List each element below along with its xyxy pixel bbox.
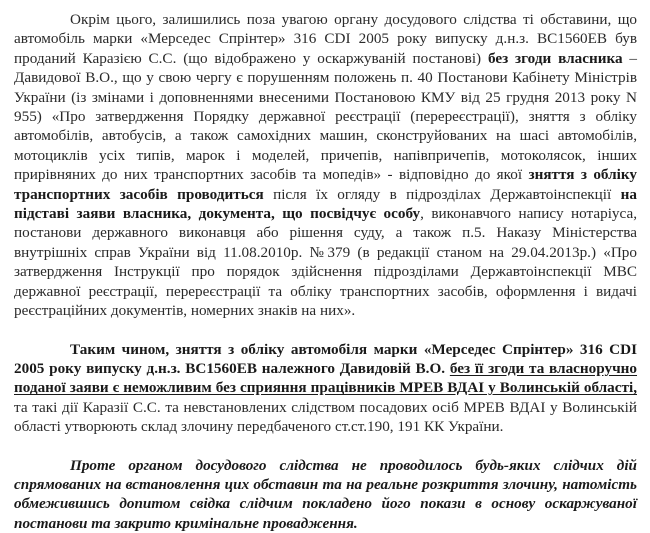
text: Окрім цього, залишились поза увагою органу досудового слідства ті обставини, що автомобіль марки «Мерседес Спрінтер» 316 CDI 2005 року випуску д.н.з. ВС1560ЕВ був проданий Каразією С.С. (що відображено у оскаржуваній постанові) [14, 11, 637, 67]
text: , виконавчого напису нотаріуса, постанови державного виконавця або рішення суду, а також п.5. Наказу Міністерства внутрішніх справ України від 11.08.2010р. №379 (в редакції станом на 29.04.2013р.) «Про затвердження Інструкції про порядок здійснення підрозділами Державтоінспекції МВС державної реєстрації, перереєстрації та обліку транспортних засобів, оформлення і видачі реєстраційних документів, номерних знаків на них». [14, 205, 637, 320]
bold-owner-application-basis: на підставі заяви власника, документа, що посвідчує особу [14, 185, 637, 223]
paragraph-conclusion [14, 340, 637, 437]
text: та такі дії Каразії С.С. та невстановлених слідством посадових осіб МРЕВ ВДАІ у Волинській області утворюють склад злочину передбаченого ст.ст.190, 191 КК України. [14, 398, 637, 436]
text: – Давидової В.О., що у свою чергу є порушенням положень п. 40 Постанови Кабінету Міністрів України (із змінами і доповненнями внесеними Постановою КМУ від 25 грудня 2013 року N 955) «Про затвердження Порядку державної реєстрації (перереєстрації), зняття з обліку автомобілів, автобусів, а також самохідних машин, сконструйованих на шасі автомобілів, мотоциклів усіх типів, марок і моделей, причепів, напівпричепів, мотоколясок, інших прирівняних до них транспортних засобів та мопедів» - відповідно до якої [14, 49, 638, 184]
paragraph-omitted-circumstances [14, 10, 637, 321]
paragraph-investigation-failure [14, 456, 637, 533]
bold-underlined-impossible-without-assistance: без її згоди та власноручно поданої заяви є неможливим без сприяння працівників МРЕВ ВДАІ у Волинській області, [14, 359, 638, 397]
bold-italic-investigation-failure: Проте органом досудового слідства не проводилось будь-яких слідчих дій спрямованих на встановлення цих обставин та на реальне розкриття злочину, натомість обмежившись допитом свідка слідчим покладено його покази в основу оскаржуваної постанови та закрито кримінальне провадження. [14, 456, 637, 532]
bold-conclusion-lead: Таким чином, зняття з обліку автомобіля марки «Мерседес Спрінтер» 316 CDI 2005 року випуску д.н.з. ВС1560ЕВ належного Давидовій В.О. [14, 340, 637, 377]
document-body [14, 10, 637, 533]
text: після їх огляду в підрозділах Державтоінспекції [263, 185, 621, 203]
bold-deregistration-procedure: зняття з обліку транспортних засобів проводиться [14, 166, 637, 203]
bold-without-owner-consent: без згоди власника [487, 49, 623, 67]
